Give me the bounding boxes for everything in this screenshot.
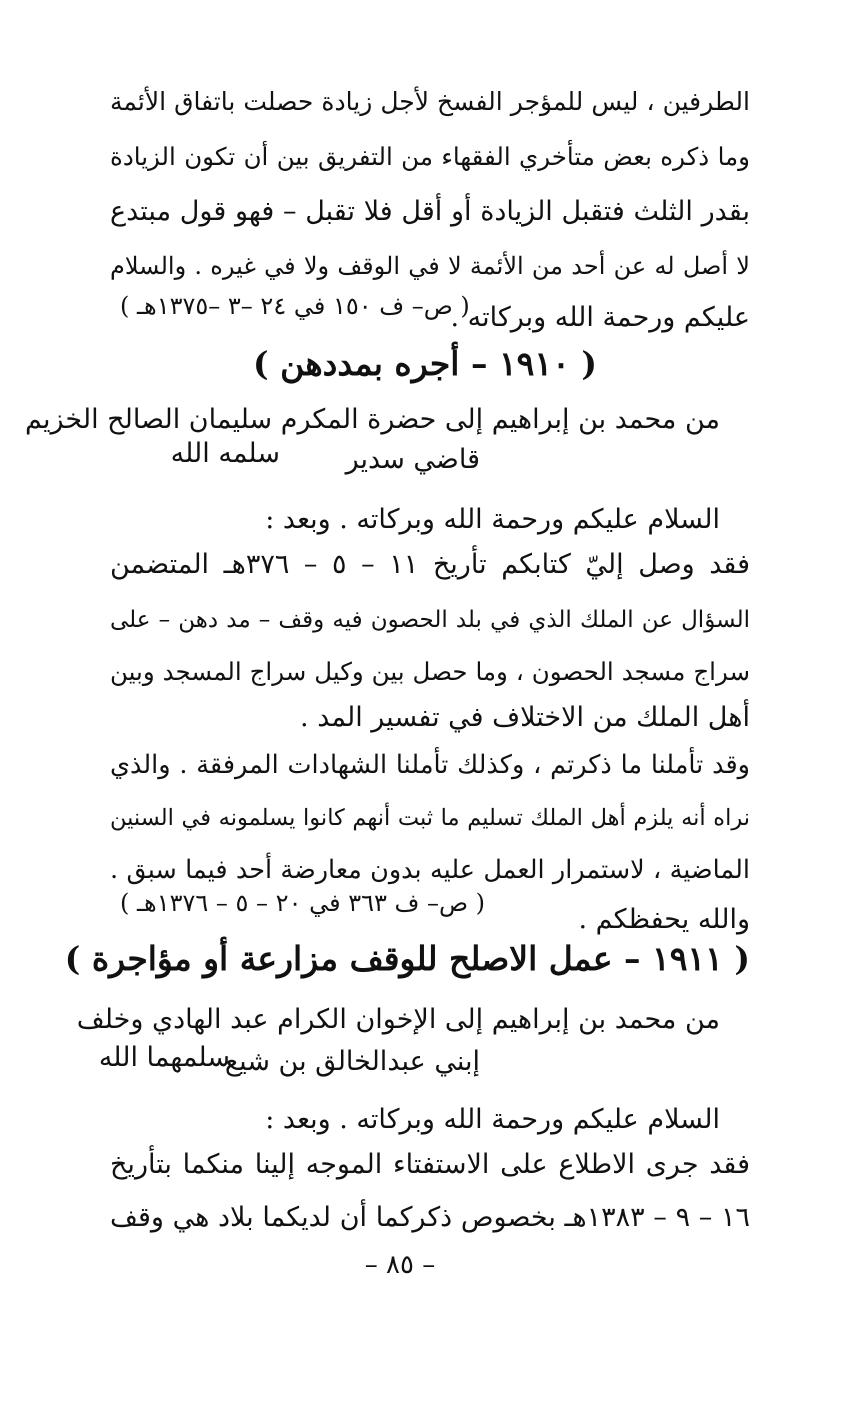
reference-note: ( ص– ف ١٥٠ في ٢٤ –٣ –١٣٧٥هـ ) [120, 292, 470, 320]
text-line: وقد تأملنا ما ذكرتم ، وكذلك تأملنا الشهادات المرفقة . والذي [110, 750, 750, 780]
text-line: الطرفين ، ليس للمؤجر الفسخ لأجل زيادة حصلت باتفاق الأئمة [110, 87, 750, 116]
greeting: السلام عليكم ورحمة الله وبركاته . وبعد : [265, 504, 720, 535]
blessing: سلمه الله [170, 438, 280, 469]
text-line: لا أصل له عن أحد من الأئمة لا في الوقف ولا في غيره . والسلام [110, 252, 750, 280]
fatwa-heading: ( ١٩١٠ – أجره بمددهن ) [253, 344, 597, 383]
greeting: السلام عليكم ورحمة الله وبركاته . وبعد : [265, 1104, 720, 1135]
text-line: سراج مسجد الحصون ، وما حصل بين وكيل سراج المسجد وبين [110, 657, 750, 686]
addressee-names: إبني عبدالخالق بن شيع [224, 1046, 480, 1077]
text-line: أهل الملك من الاختلاف في تفسير المد . [300, 702, 750, 733]
text-line: السؤال عن الملك الذي في بلد الحصون فيه وقف – مد دهن – على [110, 607, 750, 633]
addressee-line: من محمد بن إبراهيم إلى الإخوان الكرام عبد الهادي وخلف [76, 1004, 720, 1035]
text-line: ١٦ – ٩ – ١٣٨٣هـ بخصوص ذكركما أن لديكما بلاد هي وقف [110, 1202, 750, 1233]
text-line: فقد وصل إليّ كتابكم تأريخ ١١ – ٥ – ٣٧٦هـ المتضمن [110, 549, 750, 580]
text-line: بقدر الثلث فتقبل الزيادة أو أقل فلا تقبل – فهو قول مبتدع [110, 196, 750, 227]
addressee-title: قاضي سدير [345, 444, 480, 475]
text-line: نراه أنه يلزم أهل الملك تسليم ما ثبت أنهم كانوا يسلمونه في السنين [110, 805, 750, 831]
text-line: فقد جرى الاطلاع على الاستفتاء الموجه إلينا منكما بتأريخ [110, 1149, 750, 1180]
addressee-line: من محمد بن إبراهيم إلى حضرة المكرم سليمان الصالح الخزيم [25, 404, 720, 435]
reference-note: ( ص– ف ٣٦٣ في ٢٠ – ٥ – ١٣٧٦هـ ) [120, 889, 486, 917]
text-line: الماضية ، لاستمرار العمل عليه بدون معارضة أحد فيما سبق . [110, 855, 750, 885]
text-line: والله يحفظكم . [578, 904, 750, 935]
text-line: عليكم ورحمة الله وبركاته . [450, 302, 750, 333]
fatwa-heading: ( ١٩١١ – عمل الاصلح للوقف مزارعة أو مؤاجرة ) [64, 939, 750, 978]
blessing: سلمهما الله [98, 1042, 230, 1073]
text-line: وما ذكره بعض متأخري الفقهاء من التفريق بين أن تكون الزيادة [110, 142, 750, 171]
page-number: – ٨٥ – [364, 1250, 436, 1280]
